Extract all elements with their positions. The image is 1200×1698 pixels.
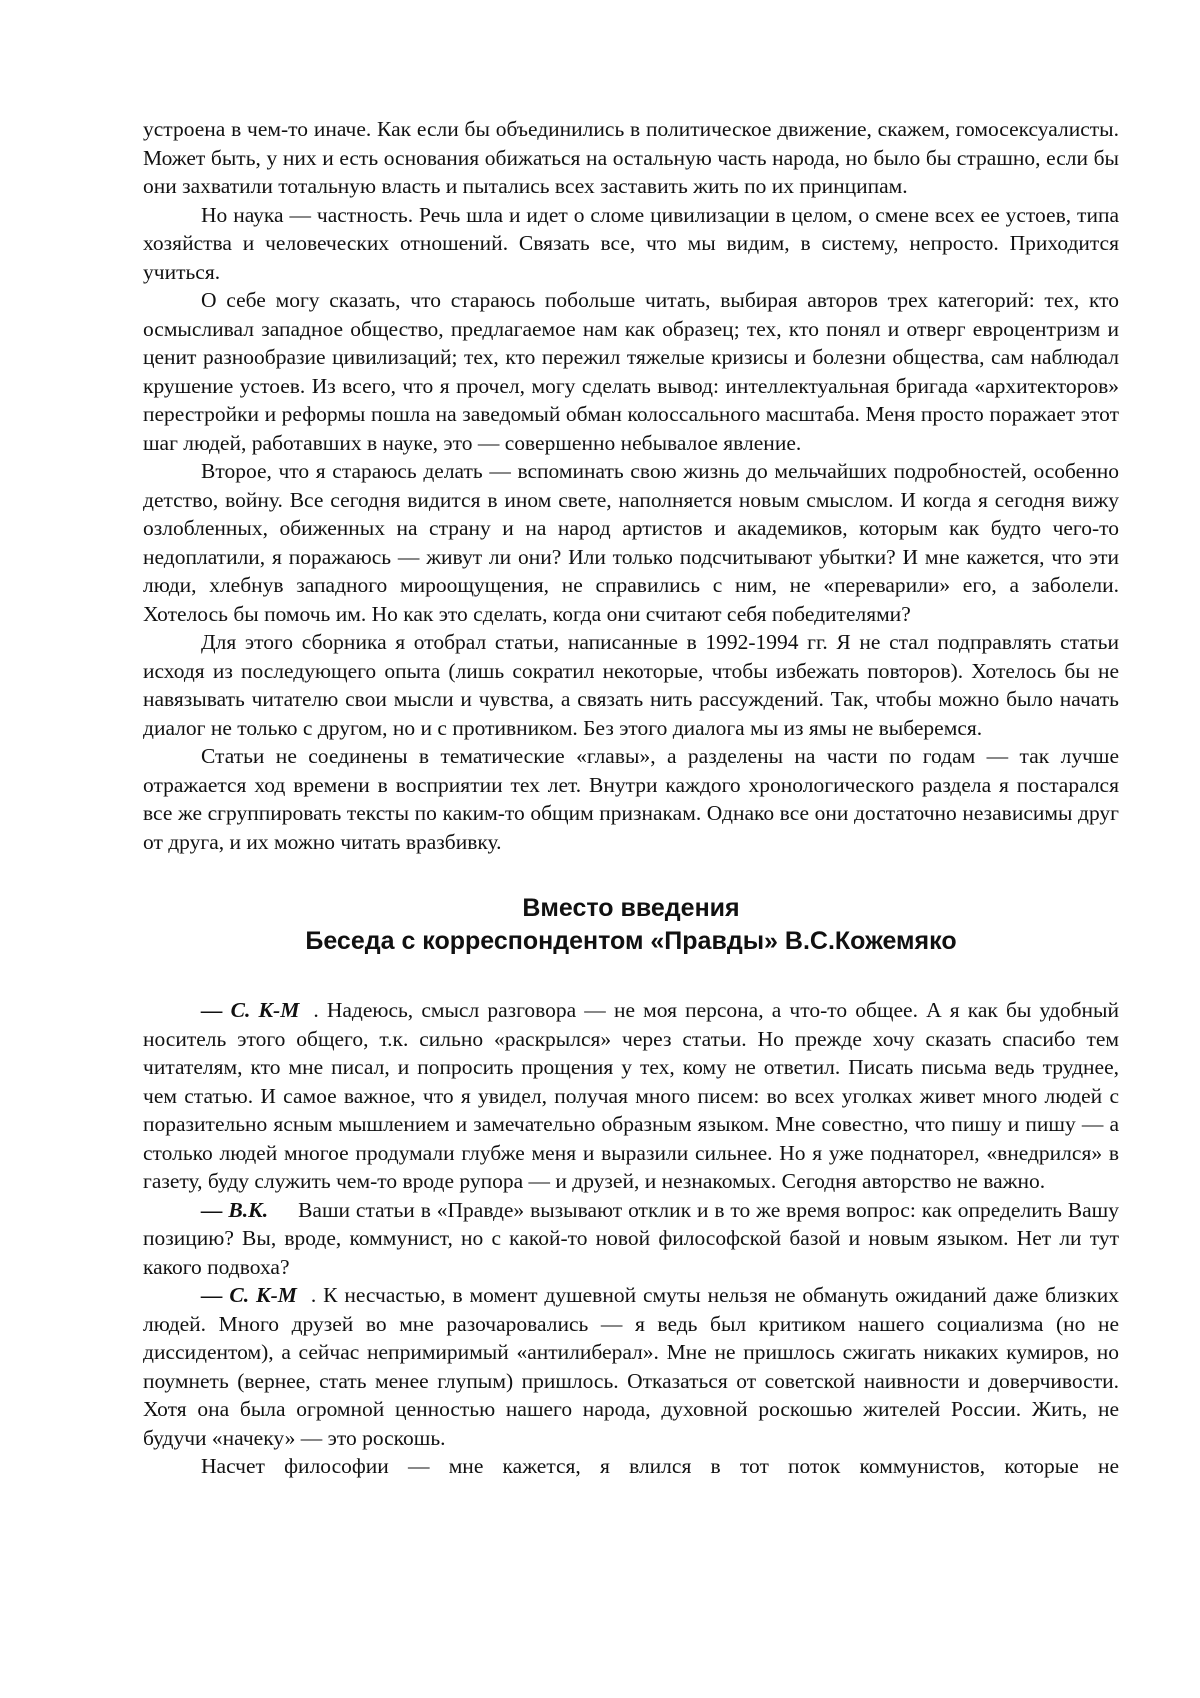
speaker-label: — В.К. — [201, 1197, 269, 1222]
paragraph-intro-1: устроена в чем-то иначе. Как если бы объединились в политическое движение, скажем, гомосексуалисты. Может быть, у них и есть основания обижаться на остальную часть народа, но было бы страшно, если бы они захватили тотальную власть и пытались всех заставить жить по их принципам. — [143, 117, 1119, 198]
section-heading — [143, 892, 1119, 958]
dialogue-entry-1 — [143, 996, 1119, 1196]
document-page — [143, 115, 1119, 1481]
paragraph-closing: Насчет философии — мне кажется, я влился в тот поток коммунистов, которые не — [201, 1454, 1119, 1478]
dialogue-entry-3 — [143, 1281, 1119, 1452]
dialogue-text: . Надеюсь, смысл разговора — не моя персона, а что-то общее. А я как бы удобный носитель этого общего, т.к. сильно «раскрылся» через статьи. Но прежде хочу сказать спасибо тем читателям, кто мне писал, и попросить прощения у тех, кому не ответил. Писать письма ведь труднее, чем статью. И самое важное, что я увидел, получая много писем: во всех уголках живет много людей с поразительно ясным мышлением и замечательно образным языком. Мне совестно, что пишу и пишу — а столько людей многое продумали глубже меня и выразили сильнее. Но я уже поднаторел, «внедрился» в газету, буду служить чем-то вроде рупора — и друзей, и незнакомых. Сегодня авторство не важно. — [143, 998, 1119, 1193]
speaker-label: — С. К-М — [201, 998, 300, 1022]
section-heading-line2: Беседа с корреспондентом «Правды» В.С.Кожемяко — [305, 927, 957, 955]
section-heading-line1: Вместо введения — [522, 894, 740, 922]
paragraph-intro-5: Для этого сборника я отобрал статьи, написанные в 1992-1994 гг. Я не стал подправлять статьи исходя из последующего опыта (лишь сократил некоторые, чтобы избежать повторов). Хотелось бы не навязывать читателю свои мысли и чувства, а связать нить рассуждений. Так, чтобы можно было начать диалог не только с другом, но и с противником. Без этого диалога мы из ямы не выберемся. — [143, 630, 1119, 740]
dialogue-entry-2 — [143, 1196, 1119, 1282]
paragraph-intro-4: Второе, что я стараюсь делать — вспоминать свою жизнь до мельчайших подробностей, особенно детство, войну. Все сегодня видится в ином свете, наполняется новым смыслом. И когда я сегодня вижу озлобленных, обиженных на страну и на народ артистов и академиков, которым как будто чего-то недоплатили, я поражаюсь — живут ли они? Или только подсчитывают убытки? И мне кажется, что эти люди, хлебнув западного мироощущения, не справились с ним, не «переварили» его, а заболели. Хотелось бы помочь им. Но как это сделать, когда они считают себя победителями? — [143, 459, 1119, 626]
dialogue-text: . К несчастью, в момент душевной смуты нельзя не обмануть ожиданий даже близких людей. Много друзей во мне разочаровались — я ведь был критиком нашего социализма (но не диссидентом), а сейчас непримиримый «антилиберал». Мне не пришлось сжигать никаких кумиров, но поумнеть (вернее, стать менее глупым) пришлось. Отказаться от советской наивности и доверчивости. Хотя она была огромной ценностью нашего народа, духовной роскошью жителей России. Жить, не будучи «начеку» — это роскошь. — [143, 1283, 1119, 1450]
paragraph-intro-6: Статьи не соединены в тематические «главы», а разделены на части по годам — так лучше отражается ход времени в восприятии тех лет. Внутри каждого хронологического раздела я постарался все же сгруппировать тексты по каким-то общим признакам. Однако все они достаточно независимы друг от друга, и их можно читать вразбивку. — [143, 744, 1119, 854]
paragraph-intro-2: Но наука — частность. Речь шла и идет о сломе цивилизации в целом, о смене всех ее устоев, типа хозяйства и человеческих отношений. Связать все, что мы видим, в систему, непросто. Приходится учиться. — [143, 202, 1119, 284]
speaker-label: — С. К-М — [201, 1283, 297, 1307]
dialogue-text: Ваши статьи в «Правде» вызывают отклик и в то же время вопрос: как определить Вашу позицию? Вы, вроде, коммунист, но с какой-то новой философской базой и новым языком. Нет ли тут какого подвоха? — [143, 1197, 1119, 1279]
paragraph-intro-3: О себе могу сказать, что стараюсь побольше читать, выбирая авторов трех категорий: тех, кто осмысливал западное общество, предлагаемое нам как образец; тех, кто понял и отверг евроцентризм и ценит разнообразие цивилизаций; тех, кто пережил тяжелые кризисы и болезни общества, сам наблюдал крушение устоев. Из всего, что я прочел, могу сделать вывод: интеллектуальная бригада «архитекторов» перестройки и реформы пошла на заведомый обман колоссального масштаба. Меня просто поражает этот шаг людей, работавших в науке, это — совершенно небывалое явление. — [143, 288, 1119, 455]
